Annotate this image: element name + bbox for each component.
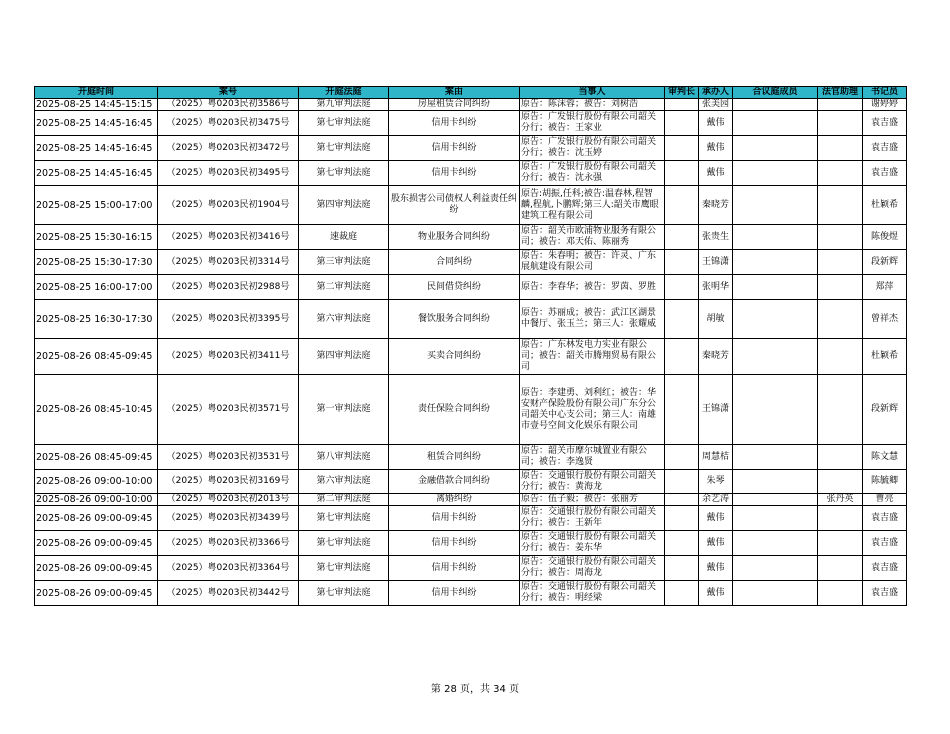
cell-clerk: 袁吉盛 [863, 556, 907, 581]
cell-handler: 王锦潇 [699, 375, 733, 445]
table-row [35, 225, 907, 250]
cell-reason: 离婚纠纷 [389, 494, 520, 506]
cell-assistant [818, 445, 863, 470]
cell-chief [665, 161, 699, 186]
cell-party: 原告：李春华；被告：罗茵、罗胜 [520, 275, 665, 300]
cell-members [733, 136, 818, 161]
cell-case: （2025）粤0203民初3366号 [158, 531, 299, 556]
cell-clerk: 袁吉盛 [863, 161, 907, 186]
cell-case: （2025）粤0203民初3364号 [158, 556, 299, 581]
header-panel-members: 合议庭成员 [733, 87, 818, 99]
cell-time: 2025-08-25 15:00-17:00 [35, 186, 158, 225]
cell-chief [665, 494, 699, 506]
cell-chief [665, 445, 699, 470]
cell-assistant [818, 556, 863, 581]
cell-handler: 张美园 [699, 99, 733, 111]
cell-members [733, 339, 818, 375]
cell-handler: 戴伟 [699, 161, 733, 186]
cell-court: 第一审判法庭 [299, 375, 389, 445]
cell-handler: 戴伟 [699, 136, 733, 161]
cell-members [733, 506, 818, 531]
cell-members [733, 494, 818, 506]
cell-clerk: 陈俊煜 [863, 225, 907, 250]
cell-clerk: 陈毓卿 [863, 470, 907, 494]
cell-chief [665, 531, 699, 556]
cell-case: （2025）粤0203民初3169号 [158, 470, 299, 494]
cell-assistant [818, 300, 863, 339]
cell-handler: 胡敏 [699, 300, 733, 339]
cell-time: 2025-08-26 09:00-10:00 [35, 470, 158, 494]
cell-clerk: 袁吉盛 [863, 506, 907, 531]
cell-clerk: 袁吉盛 [863, 581, 907, 606]
cell-reason: 信用卡纠纷 [389, 161, 520, 186]
cell-handler: 戴伟 [699, 111, 733, 136]
hearing-schedule-table [34, 86, 907, 606]
cell-court: 第七审判法庭 [299, 136, 389, 161]
cell-court: 第八审判法庭 [299, 445, 389, 470]
cell-handler: 戴伟 [699, 506, 733, 531]
cell-clerk: 袁吉盛 [863, 136, 907, 161]
cell-members [733, 375, 818, 445]
cell-reason: 合同纠纷 [389, 250, 520, 275]
cell-reason: 租赁合同纠纷 [389, 445, 520, 470]
cell-members [733, 445, 818, 470]
table-row [35, 111, 907, 136]
cell-assistant [818, 375, 863, 445]
cell-clerk: 袁吉盛 [863, 111, 907, 136]
header-judge-assistant: 法官助理 [818, 87, 863, 99]
cell-chief [665, 225, 699, 250]
cell-time: 2025-08-25 14:45-16:45 [35, 161, 158, 186]
table-row [35, 375, 907, 445]
table-row [35, 494, 907, 506]
cell-assistant [818, 186, 863, 225]
cell-time: 2025-08-25 16:30-17:30 [35, 300, 158, 339]
table-row [35, 186, 907, 225]
cell-reason: 餐饮服务合同纠纷 [389, 300, 520, 339]
cell-members [733, 111, 818, 136]
table-row [35, 470, 907, 494]
cell-assistant [818, 470, 863, 494]
cell-case: （2025）粤0203民初3472号 [158, 136, 299, 161]
cell-reason: 信用卡纠纷 [389, 531, 520, 556]
cell-time: 2025-08-26 08:45-09:45 [35, 339, 158, 375]
cell-chief [665, 470, 699, 494]
header-parties: 当事人 [520, 87, 665, 99]
cell-court: 第三审判法庭 [299, 250, 389, 275]
cell-members [733, 300, 818, 339]
table-row [35, 556, 907, 581]
cell-clerk: 郑萍 [863, 275, 907, 300]
cell-assistant [818, 136, 863, 161]
cell-reason: 信用卡纠纷 [389, 111, 520, 136]
cell-reason: 金融借款合同纠纷 [389, 470, 520, 494]
cell-assistant [818, 111, 863, 136]
cell-handler: 秦晓芳 [699, 339, 733, 375]
cell-reason: 信用卡纠纷 [389, 556, 520, 581]
cell-party: 原告：广东林发电力实业有限公司；被告：韶关市腾翔贸易有限公司 [520, 339, 665, 375]
cell-members [733, 531, 818, 556]
cell-reason: 责任保险合同纠纷 [389, 375, 520, 445]
cell-time: 2025-08-25 16:00-17:00 [35, 275, 158, 300]
cell-clerk: 袁吉盛 [863, 531, 907, 556]
table-row [35, 581, 907, 606]
cell-case: （2025）粤0203民初2988号 [158, 275, 299, 300]
cell-clerk: 段新辉 [863, 375, 907, 445]
cell-clerk: 杜颖希 [863, 186, 907, 225]
cell-assistant [818, 506, 863, 531]
cell-court: 第六审判法庭 [299, 300, 389, 339]
cell-court: 第七审判法庭 [299, 556, 389, 581]
cell-time: 2025-08-26 09:00-09:45 [35, 531, 158, 556]
cell-case: （2025）粤0203民初3411号 [158, 339, 299, 375]
cell-reason: 物业服务合同纠纷 [389, 225, 520, 250]
cell-time: 2025-08-26 08:45-10:45 [35, 375, 158, 445]
cell-party: 原告：交通银行股份有限公司韶关分行；被告：周海龙 [520, 556, 665, 581]
table-row [35, 506, 907, 531]
cell-assistant [818, 531, 863, 556]
cell-case: （2025）粤0203民初3495号 [158, 161, 299, 186]
cell-reason: 民间借贷纠纷 [389, 275, 520, 300]
cell-time: 2025-08-26 09:00-09:45 [35, 581, 158, 606]
cell-court: 第七审判法庭 [299, 581, 389, 606]
cell-chief [665, 99, 699, 111]
cell-reason: 信用卡纠纷 [389, 136, 520, 161]
cell-handler: 戴伟 [699, 581, 733, 606]
cell-clerk: 曹亮 [863, 494, 907, 506]
cell-case: （2025）粤0203民初3314号 [158, 250, 299, 275]
table-row [35, 531, 907, 556]
cell-assistant: 张丹英 [818, 494, 863, 506]
cell-reason: 信用卡纠纷 [389, 506, 520, 531]
table-row [35, 275, 907, 300]
header-reason: 案由 [389, 87, 520, 99]
cell-court: 第六审判法庭 [299, 470, 389, 494]
cell-members [733, 556, 818, 581]
cell-party: 原告：广发银行股份有限公司韶关分行；被告：沈永强 [520, 161, 665, 186]
cell-assistant [818, 225, 863, 250]
cell-clerk: 段新辉 [863, 250, 907, 275]
header-case-number: 案号 [158, 87, 299, 99]
cell-members [733, 225, 818, 250]
cell-chief [665, 186, 699, 225]
cell-clerk: 杜颖希 [863, 339, 907, 375]
cell-handler: 周慧桔 [699, 445, 733, 470]
cell-members [733, 470, 818, 494]
cell-time: 2025-08-26 09:00-10:00 [35, 494, 158, 506]
cell-chief [665, 300, 699, 339]
cell-handler: 戴伟 [699, 556, 733, 581]
cell-reason: 买卖合同纠纷 [389, 339, 520, 375]
header-time: 开庭时间 [35, 87, 158, 99]
cell-clerk: 曾祥杰 [863, 300, 907, 339]
cell-party: 原告：交通银行股份有限公司韶关分行；被告：姜东华 [520, 531, 665, 556]
header-clerk: 书记员 [863, 87, 907, 99]
cell-members [733, 161, 818, 186]
cell-court: 第二审判法庭 [299, 275, 389, 300]
cell-case: （2025）粤0203民初3439号 [158, 506, 299, 531]
cell-clerk: 陈文慧 [863, 445, 907, 470]
cell-reason: 信用卡纠纷 [389, 581, 520, 606]
cell-court: 第七审判法庭 [299, 111, 389, 136]
cell-chief [665, 375, 699, 445]
cell-party: 原告：韶关市摩尔城置业有限公司；被告：李逸贤 [520, 445, 665, 470]
cell-case: （2025）粤0203民初3571号 [158, 375, 299, 445]
cell-assistant [818, 250, 863, 275]
cell-handler: 戴伟 [699, 531, 733, 556]
header-handler: 承办人 [699, 87, 733, 99]
cell-handler: 张贵生 [699, 225, 733, 250]
cell-court: 第七审判法庭 [299, 506, 389, 531]
cell-party: 原告：广发银行股份有限公司韶关分行；被告：沈玉婷 [520, 136, 665, 161]
cell-handler: 秦晓芳 [699, 186, 733, 225]
cell-members [733, 275, 818, 300]
header-court: 开庭法庭 [299, 87, 389, 99]
cell-court: 第七审判法庭 [299, 531, 389, 556]
cell-party: 原告：广发银行股份有限公司韶关分行；被告：王家业 [520, 111, 665, 136]
cell-time: 2025-08-25 14:45-16:45 [35, 136, 158, 161]
cell-case: （2025）粤0203民初3416号 [158, 225, 299, 250]
cell-time: 2025-08-26 08:45-09:45 [35, 445, 158, 470]
cell-handler: 余艺涛 [699, 494, 733, 506]
cell-case: （2025）粤0203民初3531号 [158, 445, 299, 470]
cell-chief [665, 339, 699, 375]
cell-court: 速裁庭 [299, 225, 389, 250]
cell-court: 第七审判法庭 [299, 161, 389, 186]
cell-members [733, 99, 818, 111]
cell-members [733, 186, 818, 225]
table-row [35, 161, 907, 186]
cell-court: 第四审判法庭 [299, 339, 389, 375]
cell-clerk: 谢婷婷 [863, 99, 907, 111]
header-chief-judge: 审判长 [665, 87, 699, 99]
cell-time: 2025-08-25 15:30-17:30 [35, 250, 158, 275]
cell-assistant [818, 275, 863, 300]
cell-assistant [818, 339, 863, 375]
cell-party: 原告：交通银行股份有限公司韶关分行；被告：王新年 [520, 506, 665, 531]
table-row [35, 300, 907, 339]
cell-party: 原告：陈沫蓉；被告：刘树浩 [520, 99, 665, 111]
cell-court: 第二审判法庭 [299, 494, 389, 506]
cell-members [733, 250, 818, 275]
table-row [35, 339, 907, 375]
cell-court: 第九审判法庭 [299, 99, 389, 111]
cell-party: 原告：韶关市欧浦物业服务有限公司；被告：邓天佑、陈丽秀 [520, 225, 665, 250]
cell-handler: 王锦潇 [699, 250, 733, 275]
cell-case: （2025）粤0203民初2013号 [158, 494, 299, 506]
cell-members [733, 581, 818, 606]
table-row [35, 250, 907, 275]
cell-party: 原告：朱春明；被告：许灵、广东展航建设有限公司 [520, 250, 665, 275]
table-row [35, 445, 907, 470]
cell-handler: 朱琴 [699, 470, 733, 494]
cell-case: （2025）粤0203民初3442号 [158, 581, 299, 606]
cell-reason: 股东损害公司债权人利益责任纠纷 [389, 186, 520, 225]
cell-party: 原告：伍子毅；被告：张丽芳 [520, 494, 665, 506]
cell-chief [665, 275, 699, 300]
cell-case: （2025）粤0203民初3395号 [158, 300, 299, 339]
table-header-row [35, 87, 907, 99]
cell-case: （2025）粤0203民初3586号 [158, 99, 299, 111]
cell-time: 2025-08-25 14:45-15:15 [35, 99, 158, 111]
cell-party: 原告:胡振,任科;被告:温春林,程智麟,程航,卜鹏辉;第三人:韶关市鹰眼建筑工程有限公司 [520, 186, 665, 225]
cell-case: （2025）粤0203民初1904号 [158, 186, 299, 225]
cell-party: 原告：交通银行股份有限公司韶关分行；被告：黄海龙 [520, 470, 665, 494]
cell-chief [665, 581, 699, 606]
cell-time: 2025-08-26 09:00-09:45 [35, 506, 158, 531]
cell-assistant [818, 161, 863, 186]
cell-assistant [818, 581, 863, 606]
cell-party: 原告：交通银行股份有限公司韶关分行；被告：明经梁 [520, 581, 665, 606]
cell-chief [665, 556, 699, 581]
cell-assistant [818, 99, 863, 111]
table-row [35, 99, 907, 111]
cell-chief [665, 136, 699, 161]
cell-case: （2025）粤0203民初3475号 [158, 111, 299, 136]
cell-handler: 张明华 [699, 275, 733, 300]
cell-court: 第四审判法庭 [299, 186, 389, 225]
cell-time: 2025-08-25 15:30-16:15 [35, 225, 158, 250]
table-row [35, 136, 907, 161]
cell-party: 原告：李建勇、刘利红；被告：华安财产保险股份有限公司广东分公司韶关中心支公司；第三人：南雄市壹号空间文化娱乐有限公司 [520, 375, 665, 445]
cell-chief [665, 250, 699, 275]
cell-time: 2025-08-25 14:45-16:45 [35, 111, 158, 136]
cell-chief [665, 111, 699, 136]
cell-chief [665, 506, 699, 531]
cell-reason: 房屋租赁合同纠纷 [389, 99, 520, 111]
page-footer: 第 28 页，共 34 页 [430, 684, 520, 695]
cell-party: 原告：苏丽成；被告：武江区湖景中餐厅、张玉兰；第三人：张耀威 [520, 300, 665, 339]
cell-time: 2025-08-26 09:00-09:45 [35, 556, 158, 581]
